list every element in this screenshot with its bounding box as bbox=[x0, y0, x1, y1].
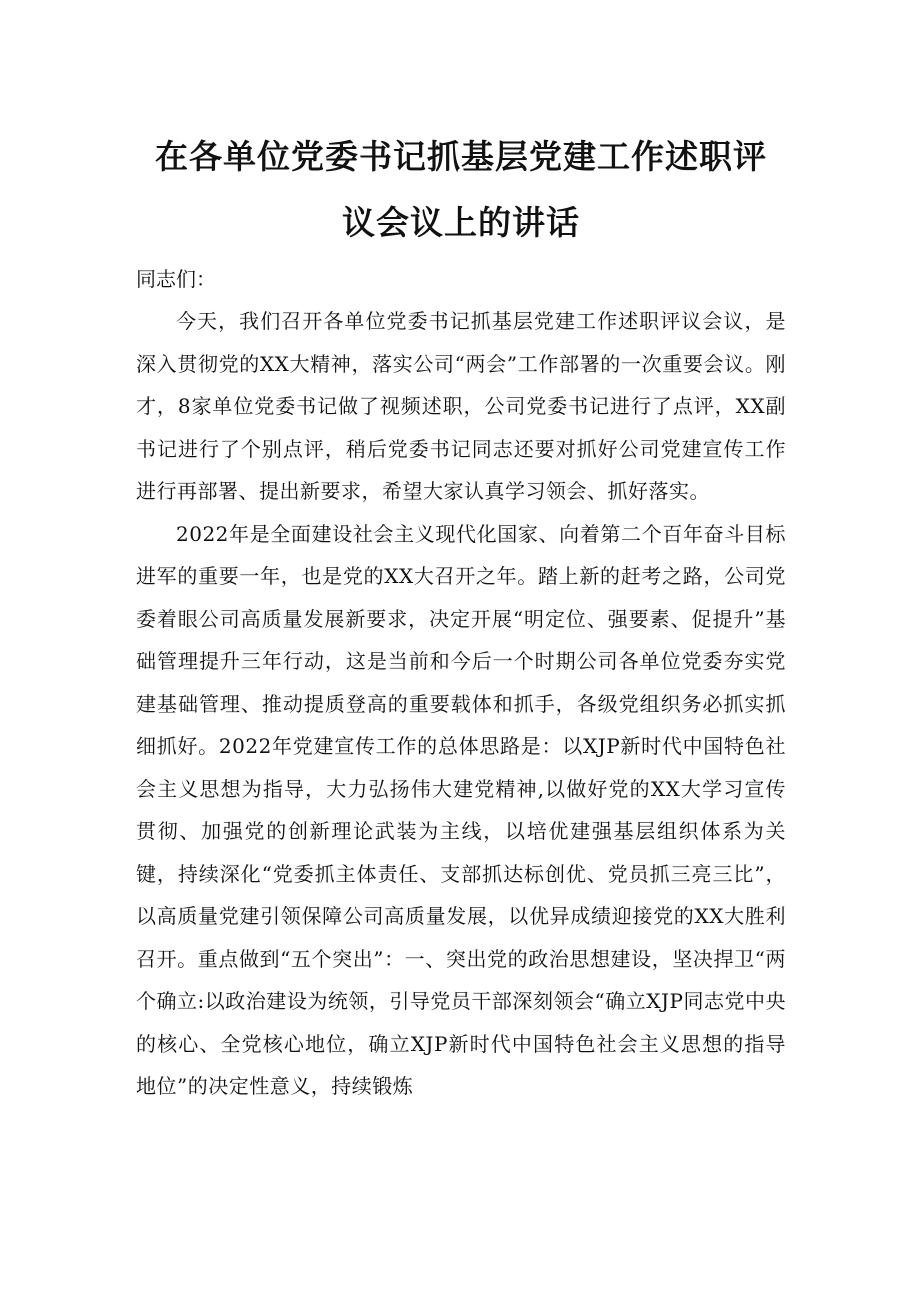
paragraph-1: 今天，我们召开各单位党委书记抓基层党建工作述职评议会议，是深入贯彻党的XX大精神，落实公司“两会”工作部署的一次重要会议。刚才，8家单位党委书记做了视频述职，公司党委书记进行了点评，XX副书记进行了个别点评，稍后党委书记同志还要对抓好公司党建宣传工作进行再部署、提出新要求，希望大家认真学习领会、抓好落实。 bbox=[136, 309, 786, 503]
title-line-2: 议会议上的讲话 bbox=[342, 203, 580, 242]
document-title bbox=[136, 124, 786, 256]
paragraph-2: 2022年是全面建设社会主义现代化国家、向着第二个百年奋斗目标进军的重要一年，也是党的XX大召开之年。踏上新的赶考之路，公司党委着眼公司高质量发展新要求，决定开展“明定位、强要素、促提升”基础管理提升三年行动，这是当前和今后一个时期公司各单位党委夯实党建基础管理、推动提质登高的重要载体和抓手，各级党组织务必抓实抓细抓好。2022年党建宣传工作的总体思路是：以XJP新时代中国特色社会主义思想为指导，大力弘扬伟大建党精神,以做好党的XX大学习宣传贯彻、加强党的创新理论武装为主线，以培优建强基层组织体系为关键，持续深化“党委抓主体责任、支部抓达标创优、党员抓三亮三比”，以高质量党建引领保障公司高质量发展，以优异成绩迎接党的XX大胜利召开。重点做到“五个突出”：一、突出党的政治思想建设，坚决捍卫“两个确立:以政治建设为统领，引导党员干部深刻领会“确立XJP同志党中央的核心、全党核心地位，确立XJP新时代中国特色社会主义思想的指导地位”的决定性意义，持续锻炼 bbox=[136, 521, 786, 1098]
title-line-1: 在各单位党委书记抓基层党建工作述职评 bbox=[155, 137, 767, 176]
salutation: 同志们： bbox=[136, 267, 216, 291]
